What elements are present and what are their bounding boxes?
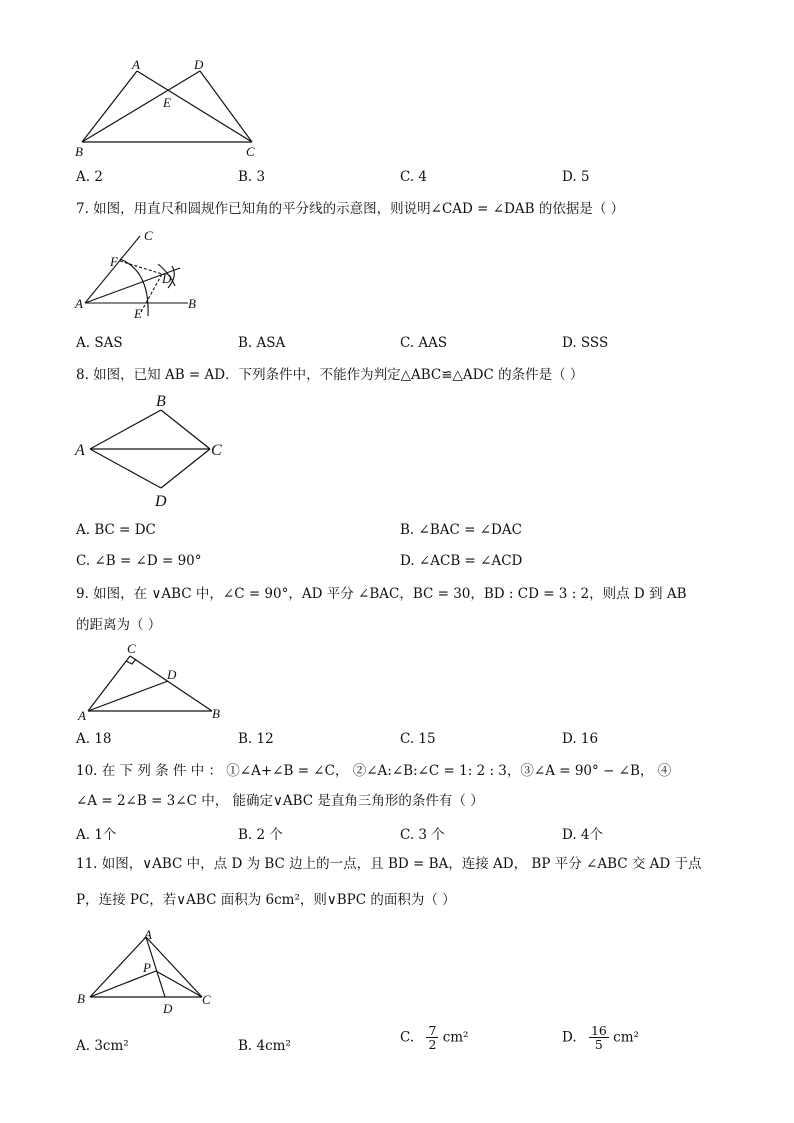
q9-label-d: D — [167, 667, 177, 682]
q11-stem-line1: 11. 如图，∨ABC 中，点 D 为 BC 边上的一点，且 BD = BA，连接 AD， BP 平分 ∠ABC 交 AD 于点 — [76, 856, 702, 872]
q8-figure — [70, 390, 240, 510]
q11-option-c — [400, 1024, 468, 1051]
q6-label-e: E — [163, 95, 171, 110]
q11-option-c-prefix: C. — [400, 1029, 415, 1046]
q7-label-a: A — [75, 296, 83, 311]
q9-option-d: D. 16 — [562, 731, 599, 747]
q10-stem-line1: 10. 在 下 列 条 件 中 ： ①∠A+∠B = ∠C， ②∠A:∠B:∠C = 1: 2 : 3，③∠A = 90° − ∠B， ④ — [76, 763, 672, 779]
q7-stem: 7. 如图，用直尺和圆规作已知角的平分线的示意图，则说明∠CAD = ∠DAB 的依据是（ ） — [76, 201, 625, 217]
q8-option-c: C. ∠B = ∠D = 90° — [76, 553, 202, 569]
q8-label-b: B — [156, 393, 166, 410]
q9-label-b: B — [212, 706, 220, 721]
q11-option-c-fraction — [426, 1024, 438, 1051]
q10-option-b: B. 2 个 — [238, 827, 283, 843]
q7-figure — [70, 226, 210, 322]
q9-label-c: C — [127, 641, 136, 656]
q8-label-a: A — [75, 442, 85, 459]
q8-label-d: D — [155, 493, 167, 510]
q6-figure — [70, 55, 270, 160]
q10-stem-line2: ∠A = 2∠B = 3∠C 中， 能确定∨ABC 是直角三角形的条件有（ ） — [76, 793, 484, 809]
q7-label-f: F — [110, 254, 118, 269]
q6-option-b: B. 3 — [238, 169, 266, 185]
q9-label-a: A — [78, 708, 86, 723]
q6-label-b: B — [75, 144, 83, 159]
q9-stem-line1: 9. 如图，在 ∨ABC 中，∠C = 90°，AD 平分 ∠BAC，BC = 30，BD : CD = 3 : 2，则点 D 到 AB — [76, 586, 687, 602]
q11-option-c-denominator: 2 — [428, 1037, 437, 1052]
q8-option-a: A. BC = DC — [76, 522, 156, 538]
q6-label-a: A — [132, 57, 140, 72]
q8-label-c: C — [211, 442, 222, 459]
q11-option-d-unit: cm² — [613, 1029, 639, 1046]
q6-option-d: D. 5 — [562, 169, 590, 185]
q7-option-d: D. SSS — [562, 335, 609, 351]
q11-label-a: A — [144, 927, 152, 942]
q11-option-d-numerator: 16 — [590, 1023, 607, 1038]
q6-label-c: C — [246, 144, 255, 159]
q6-option-c: C. 4 — [400, 169, 428, 185]
q6-option-a: A. 2 — [76, 169, 103, 185]
q7-label-b: B — [188, 296, 196, 311]
q10-option-a: A. 1个 — [76, 827, 117, 843]
q11-option-d-fraction — [589, 1024, 609, 1051]
q7-label-e: E — [134, 306, 142, 321]
q11-option-c-unit: cm² — [442, 1029, 469, 1046]
q9-option-c: C. 15 — [400, 731, 436, 747]
q9-stem-line2: 的距离为（ ） — [76, 617, 162, 633]
q8-option-d: D. ∠ACB = ∠ACD — [400, 553, 523, 569]
q11-option-d — [562, 1024, 639, 1051]
q7-label-d: D — [162, 271, 172, 286]
q11-label-d: D — [163, 1001, 173, 1016]
q7-option-a: A. SAS — [76, 335, 123, 351]
q11-label-c: C — [202, 992, 211, 1007]
q8-option-b: B. ∠BAC = ∠DAC — [400, 522, 522, 538]
q9-figure — [70, 640, 235, 725]
q10-option-c: C. 3 个 — [400, 827, 445, 843]
q11-option-d-prefix: D. — [562, 1029, 577, 1046]
q10-option-d: D. 4个 — [562, 827, 604, 843]
q6-label-d: D — [194, 57, 204, 72]
q11-option-d-denominator: 5 — [594, 1037, 603, 1052]
q7-option-c: C. AAS — [400, 335, 448, 351]
q7-label-c: C — [144, 228, 153, 243]
q11-label-p: P — [143, 960, 151, 975]
q11-stem-line2: P，连接 PC，若∨ABC 面积为 6cm²，则∨BPC 的面积为（ ） — [76, 892, 456, 908]
q11-option-a: A. 3cm² — [76, 1038, 129, 1054]
q11-label-b: B — [77, 991, 85, 1006]
q7-option-b: B. ASA — [238, 335, 286, 351]
q11-option-c-numerator: 7 — [428, 1023, 437, 1038]
q11-option-b: B. 4cm² — [238, 1038, 291, 1054]
q9-option-a: A. 18 — [76, 731, 112, 747]
q8-stem: 8. 如图，已知 AB = AD．下列条件中，不能作为判定△ABC≌△ADC 的条件是（ ） — [76, 367, 584, 383]
q9-option-b: B. 12 — [238, 731, 274, 747]
q11-figure — [70, 925, 220, 1020]
